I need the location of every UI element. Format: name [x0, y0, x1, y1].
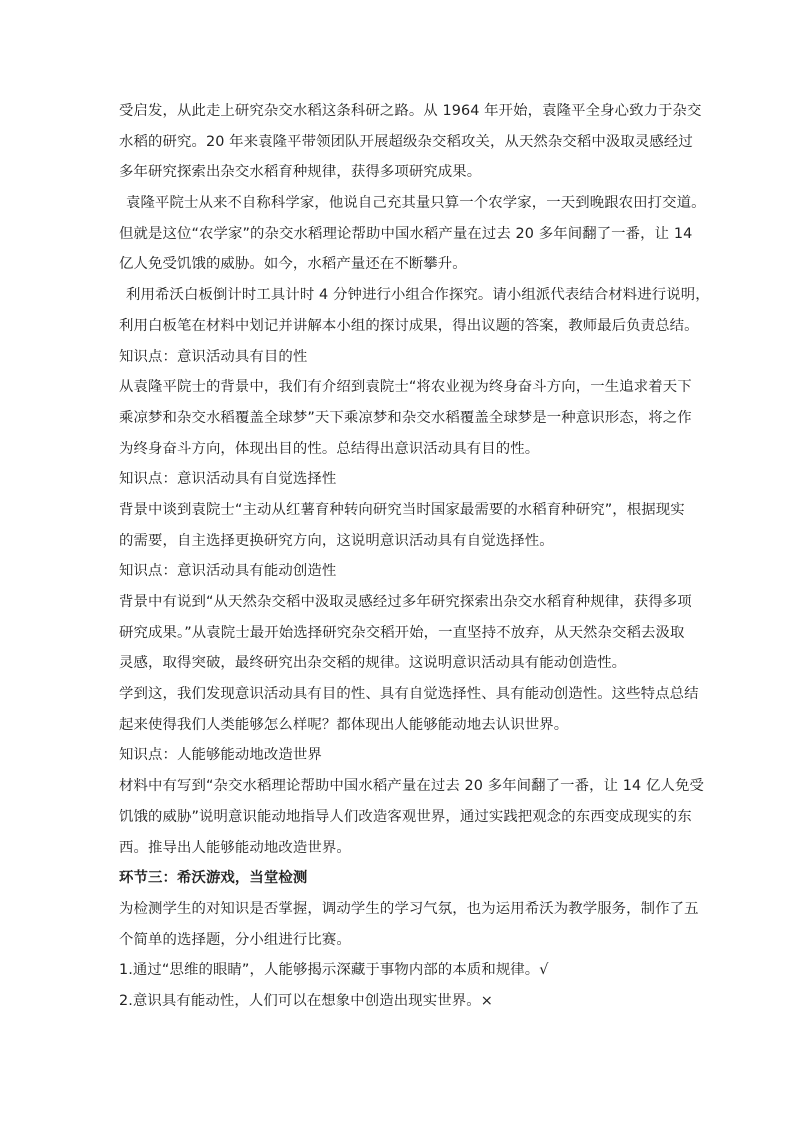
paragraph-line: 起来使得我们人类能够怎么样呢？都体现出人能够能动地去认识世界。 — [119, 716, 569, 733]
paragraph-line: 利用白板笔在材料中划记并讲解本小组的探讨成果，得出议题的答案，教师最后负责总结。 — [119, 317, 699, 334]
check-mark: √ — [539, 962, 549, 979]
paragraph-line: 背景中谈到袁院士“主动从红薯育种转向研究当时国家最需要的水稻育种研究”，根据现实 — [119, 501, 685, 518]
quiz-item-1 — [119, 955, 689, 986]
paragraph-line: 亿人免受饥饿的威胁。如今，水稻产量还在不断攀升。 — [119, 256, 467, 273]
document-body — [119, 96, 710, 1017]
paragraph-line: 的需要，自主选择更换研究方向，这说明意识活动具有自觉选择性。 — [119, 532, 554, 549]
paragraph-line: 个简单的选择题，分小组进行比赛。 — [119, 931, 351, 948]
paragraph-line: 水稻的研究。20 年来袁隆平带领团队开展超级杂交稻攻关，从天然杂交稻中汲取灵感经过 — [119, 133, 693, 150]
paragraph-line: 研究成果。”从袁院士最开始选择研究杂交稻开始，一直坚持不放弃，从天然杂交稻去汲取 — [119, 624, 685, 641]
paragraph-line: 乘凉梦和杂交水稻覆盖全球梦”天下乘凉梦和杂交水稻覆盖全球梦是一种意识形态，将之作 — [119, 409, 692, 426]
paragraph-line: 西。推导出人能够能动地改造世界。 — [119, 839, 351, 856]
paragraph-line: 材料中有写到“杂交水稻理论帮助中国水稻产量在过去 20 多年间翻了一番，让 14 亿人免受 — [119, 778, 704, 795]
paragraph-line: 为终身奋斗方向，体现出目的性。总结得出意识活动具有目的性。 — [119, 440, 540, 457]
quiz-item-2 — [119, 986, 689, 1017]
cross-mark: × — [480, 992, 493, 1009]
section-heading: 环节三：希沃游戏，当堂检测 — [119, 870, 308, 887]
paragraph-line: 为检测学生的对知识是否掌握，调动学生的学习气氛，也为运用希沃为教学服务，制作了五 — [119, 900, 699, 917]
knowledge-point-heading: 知识点：人能够能动地改造世界 — [119, 747, 322, 764]
paragraph-line: 但就是这位“农学家”的杂交水稻理论帮助中国水稻产量在过去 20 多年间翻了一番，让 14 — [119, 225, 693, 242]
paragraph-line: 学到这，我们发现意识活动具有目的性、具有自觉选择性、具有能动创造性。这些特点总结 — [119, 686, 699, 703]
quiz-question-text: 1.通过“思维的眼睛”，人能够揭示深藏于事物内部的本质和规律。 — [119, 962, 540, 979]
paragraph-line: 袁隆平院士从来不自称科学家，他说自己充其量只算一个农学家，一天到晚跟农田打交道。 — [126, 195, 706, 212]
paragraph-line: 从袁隆平院士的背景中，我们有介绍到袁院士“将农业视为终身奋斗方向，一生追求着天下 — [119, 379, 692, 396]
paragraph-line: 多年研究探索出杂交水稻育种规律，获得多项研究成果。 — [119, 164, 482, 181]
paragraph-line: 利用希沃白板倒计时工具计时 4 分钟进行小组合作探究。请小组派代表结合材料进行说明， — [126, 287, 710, 304]
paragraph-line: 饥饿的威胁”说明意识能动地指导人们改造客观世界，通过实践把观念的东西变成现实的东 — [119, 808, 692, 825]
knowledge-point-heading: 知识点：意识活动具有自觉选择性 — [119, 471, 337, 488]
paragraph-line: 灵感，取得突破，最终研究出杂交稻的规律。这说明意识活动具有能动创造性。 — [119, 655, 627, 672]
quiz-question-text: 2.意识具有能动性，人们可以在想象中创造出现实世界。 — [119, 992, 481, 1009]
paragraph-line: 背景中有说到“从天然杂交稻中汲取灵感经过多年研究探索出杂交水稻育种规律，获得多项 — [119, 594, 692, 610]
knowledge-point-heading: 知识点：意识活动具有目的性 — [119, 348, 308, 365]
paragraph-line: 受启发，从此走上研究杂交水稻这条科研之路。从 1964 年开始，袁隆平全身心致力于杂交 — [119, 103, 702, 119]
knowledge-point-heading: 知识点：意识活动具有能动创造性 — [119, 563, 337, 580]
